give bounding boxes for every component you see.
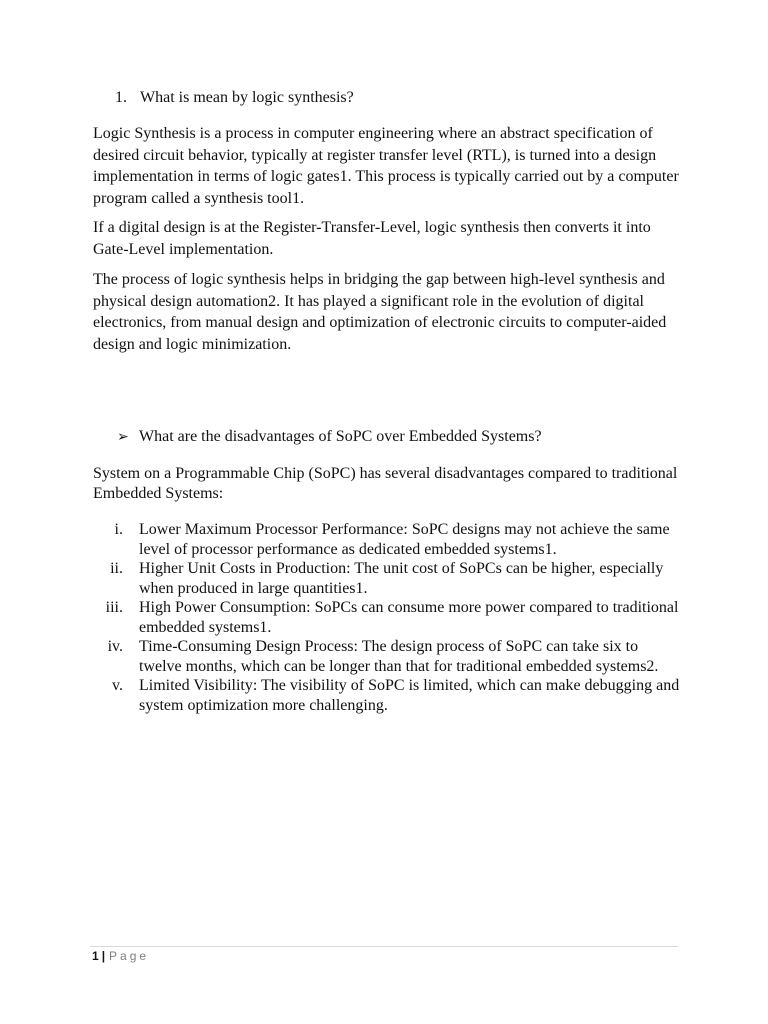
list-item-marker: v. <box>112 677 123 694</box>
paragraph-rtl-to-gate-level: If a digital design is at the Register-Transfer-Level, logic synthesis then converts it into Gate-Level implementation. <box>93 219 651 258</box>
question-1-text: What is mean by logic synthesis? <box>140 89 354 106</box>
paragraph-synthesis-significance: The process of logic synthesis helps in bridging the gap between high-level synthesis and physical design automation2. It has played a significant role in the evolution of digital electronics, from manual design and optimization of electronic circuits to computer-aided design and logic minimization. <box>93 271 667 353</box>
list-item-marker: ii. <box>110 560 123 577</box>
list-item <box>93 520 683 559</box>
list-item-marker: iii. <box>105 599 123 616</box>
list-item <box>93 559 683 598</box>
list-item-marker: iv. <box>107 638 123 655</box>
arrow-bullet-icon: ➢ <box>117 430 129 445</box>
list-item-text: High Power Consumption: SoPCs can consume more power compared to traditional embedded systems1. <box>139 599 679 636</box>
question-1-heading <box>115 88 354 108</box>
list-item <box>93 637 683 676</box>
list-item <box>93 676 683 715</box>
list-item-text: Higher Unit Costs in Production: The unit cost of SoPCs can be higher, especially when produced in large quantities1. <box>139 560 664 597</box>
list-item-text: Time-Consuming Design Process: The design process of SoPC can take six to twelve months, which can be longer than that for traditional embedded systems2. <box>139 638 659 675</box>
list-item-marker: i. <box>114 521 123 538</box>
page-footer <box>92 948 149 964</box>
question-2-text: What are the disadvantages of SoPC over Embedded Systems? <box>139 428 542 445</box>
paragraph-sopc-intro: System on a Programmable Chip (SoPC) has several disadvantages compared to traditional Embedded Systems: <box>93 465 678 502</box>
disadvantages-list <box>93 520 683 715</box>
list-item-text: Limited Visibility: The visibility of SoPC is limited, which can make debugging and system optimization more challenging. <box>139 677 680 714</box>
footer-divider <box>90 946 678 947</box>
list-item <box>93 598 683 637</box>
question-1-number: 1. <box>115 89 127 106</box>
paragraph-logic-synthesis-definition: Logic Synthesis is a process in computer engineering where an abstract specification of desired circuit behavior, typically at register transfer level (RTL), is turned into a design implementation in terms of logic gates1. This process is typically carried out by a computer program called a synthesis tool1. <box>93 125 679 207</box>
list-item-text: Lower Maximum Processor Performance: SoPC designs may not achieve the same level of processor performance as dedicated embedded systems1. <box>139 521 670 558</box>
question-2-heading <box>117 427 542 448</box>
page-label: Page <box>109 949 150 963</box>
footer-separator: | <box>101 949 106 963</box>
page-number: 1 <box>92 949 99 963</box>
